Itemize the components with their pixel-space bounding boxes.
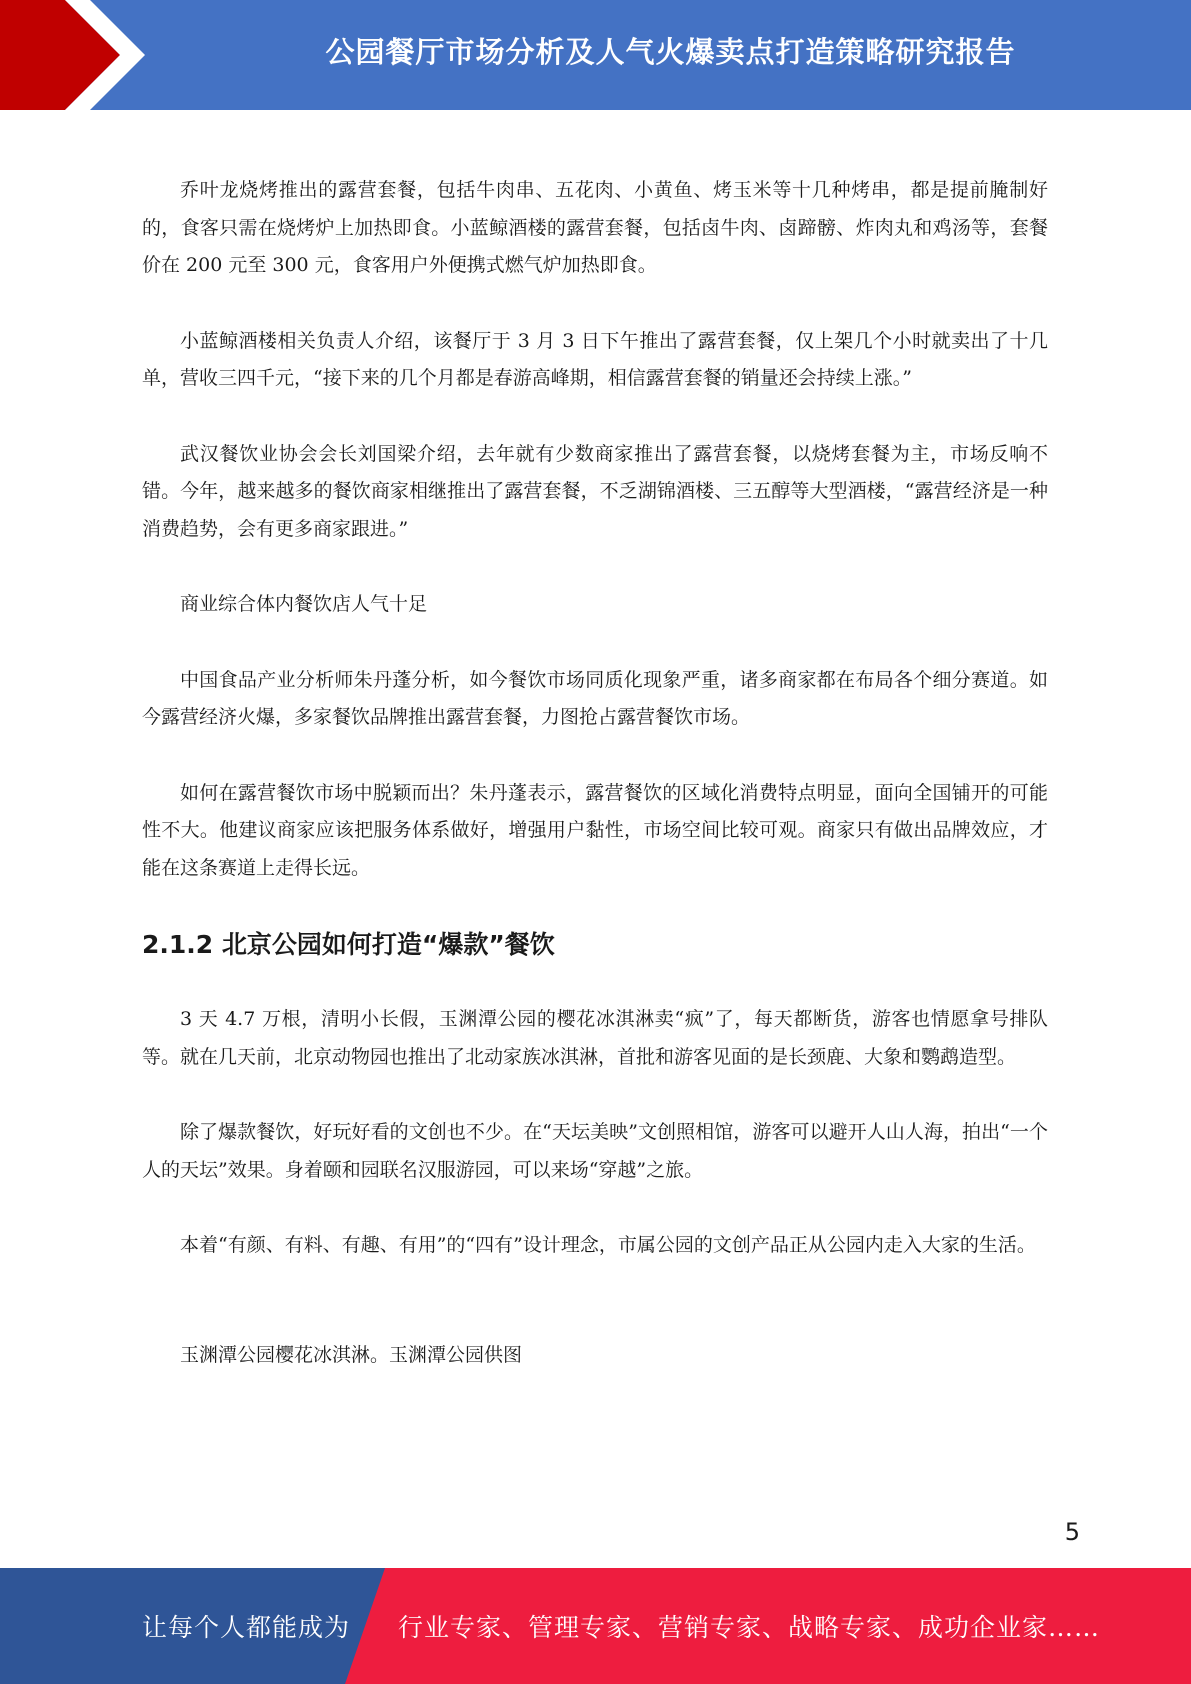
footer-slogan-left: 让每个人都能成为 [142,1613,351,1642]
paragraph: 本着“有颜、有料、有趣、有用”的“四有”设计理念，市属公园的文创产品正从公园内走入大家的生活。 [180,1234,1036,1256]
subheading-paragraph: 商业综合体内餐饮店人气十足 [180,593,428,615]
report-title: 公园餐厅市场分析及人气火爆卖点打造策略研究报告 [325,34,1016,69]
page-number: 5 [1064,1518,1080,1546]
page-footer [0,1568,1191,1684]
section-heading: 2.1.2 北京公园如何打造“爆款”餐饮 [142,930,555,959]
paragraph: 乔叶龙烧烤推出的露营套餐，包括牛肉串、五花肉、小黄鱼、烤玉米等十几种烤串，都是提前腌制好的，食客只需在烧烤炉上加热即食。小蓝鲸酒楼的露营套餐，包括卤牛肉、卤蹄髈、炸肉丸和鸡汤等，套餐价在 200 元至 300 元，食客用户外便携式燃气炉加热即食。 [142,179,1048,276]
paragraph: 小蓝鲸酒楼相关负责人介绍，该餐厅于 3 月 3 日下午推出了露营套餐，仅上架几个小时就卖出了十几单，营收三四千元，“接下来的几个月都是春游高峰期，相信露营套餐的销量还会持续上涨。” [142,329,1048,389]
header-arrow-decoration [0,0,170,110]
footer-slogan-right: 行业专家、管理专家、营销专家、战略专家、成功企业家…… [398,1613,1101,1642]
paragraph: 除了爆款餐饮，好玩好看的文创也不少。在“天坛美映”文创照相馆，游客可以避开人山人海，拍出“一个人的天坛”效果。身着颐和园联名汉服游园，可以来场“穿越”之旅。 [142,1121,1048,1181]
page-body [142,172,1048,1374]
paragraph: 3 天 4.7 万根，清明小长假，玉渊潭公园的樱花冰淇淋卖“疯”了，每天都断货，游客也情愿拿号排队等。就在几天前，北京动物园也推出了北动家族冰淇淋，首批和游客见面的是长颈鹿、大象和鹦鹉造型。 [142,1008,1048,1068]
paragraph: 中国食品产业分析师朱丹蓬分析，如今餐饮市场同质化现象严重，诸多商家都在布局各个细分赛道。如今露营经济火爆，多家餐饮品牌推出露营套餐，力图抢占露营餐饮市场。 [142,668,1048,728]
paragraph: 武汉餐饮业协会会长刘国梁介绍，去年就有少数商家推出了露营套餐，以烧烤套餐为主，市场反响不错。今年，越来越多的餐饮商家相继推出了露营套餐，不乏湖锦酒楼、三五醇等大型酒楼，“露营经济是一种消费趋势，会有更多商家跟进。” [142,442,1048,540]
page-header [0,0,1191,110]
image-caption: 玉渊潭公园樱花冰淇淋。玉渊潭公园供图 [180,1343,523,1366]
paragraph: 如何在露营餐饮市场中脱颖而出？朱丹蓬表示，露营餐饮的区域化消费特点明显，面向全国铺开的可能性不大。他建议商家应该把服务体系做好，增强用户黏性，市场空间比较可观。商家只有做出品牌效应，才能在这条赛道上走得长远。 [142,781,1048,879]
